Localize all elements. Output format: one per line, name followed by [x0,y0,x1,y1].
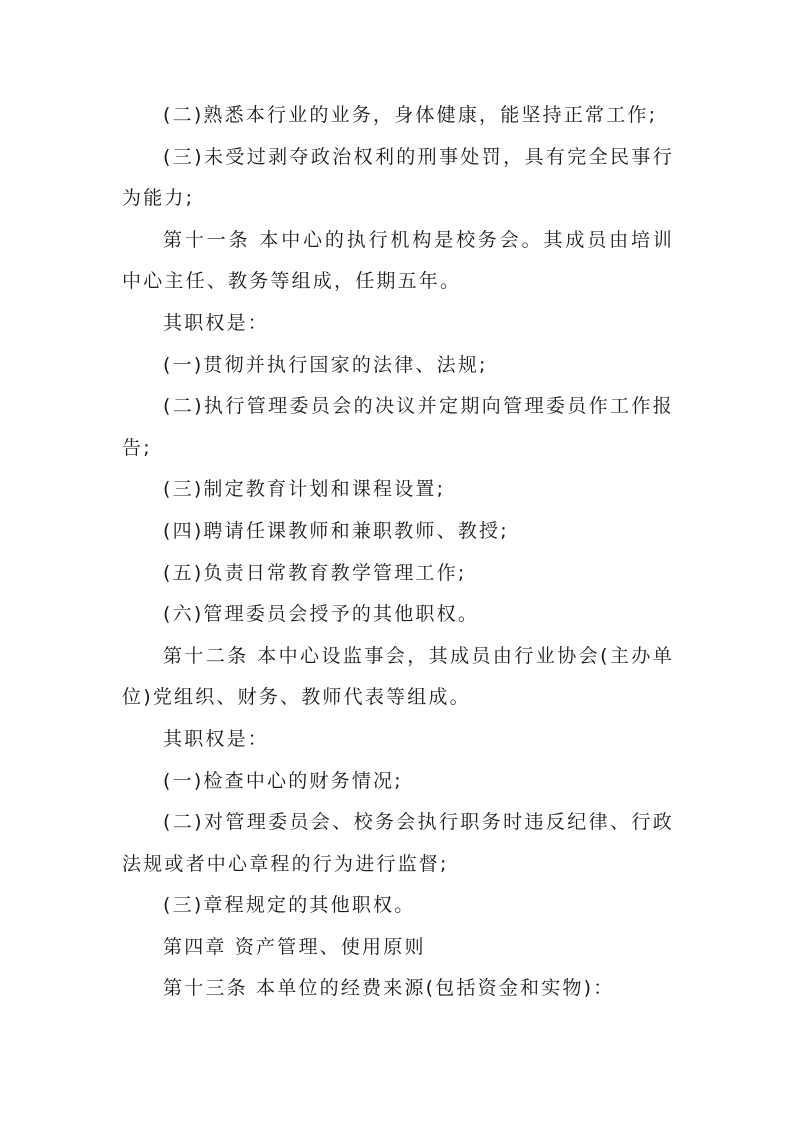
paragraph-powers-heading: 其职权是： [163,311,270,334]
paragraph-article-13: 第十三条 本单位的经费来源(包括资金和实物)： [163,977,615,1000]
paragraph-power-3: (三)制定教育计划和课程设置; [163,478,446,501]
paragraph-article-12: 第十二条 本中心设监事会，其成员由行业协会(主办单位)党组织、财务、教师代表等组成。 [122,644,674,709]
paragraph-supervisory-powers-heading: 其职权是： [163,727,270,750]
paragraph-supervisory-power-2: (二)对管理委员会、校务会执行职务时违反纪律、行政法规或者中心章程的行为进行监督; [122,811,674,875]
chapter-4-heading: 第四章 资产管理、使用原则 [163,935,426,958]
paragraph-requirement-3: (三)未受过剥夺政治权利的刑事处罚，具有完全民事行为能力; [122,145,674,210]
document-body [122,95,674,1010]
paragraph-power-1: (一)贯彻并执行国家的法律、法规; [163,353,488,376]
paragraph-power-6: (六)管理委员会授予的其他职权。 [163,603,480,626]
paragraph-power-2: (二)执行管理委员会的决议并定期向管理委员作工作报告; [122,395,674,459]
paragraph-requirement-2: (二)熟悉本行业的业务，身体健康，能坚持正常工作; [163,104,658,126]
paragraph-power-4: (四)聘请任课教师和兼职教师、教授; [163,519,509,542]
paragraph-supervisory-power-3: (三)章程规定的其他职权。 [163,894,416,917]
paragraph-supervisory-power-1: (一)检查中心的财务情况; [163,769,403,792]
paragraph-article-11: 第十一条 本中心的执行机构是校务会。其成员由培训中心主任、教务等组成，任期五年。 [122,228,674,293]
paragraph-power-5: (五)负责日常教育教学管理工作; [163,561,467,584]
